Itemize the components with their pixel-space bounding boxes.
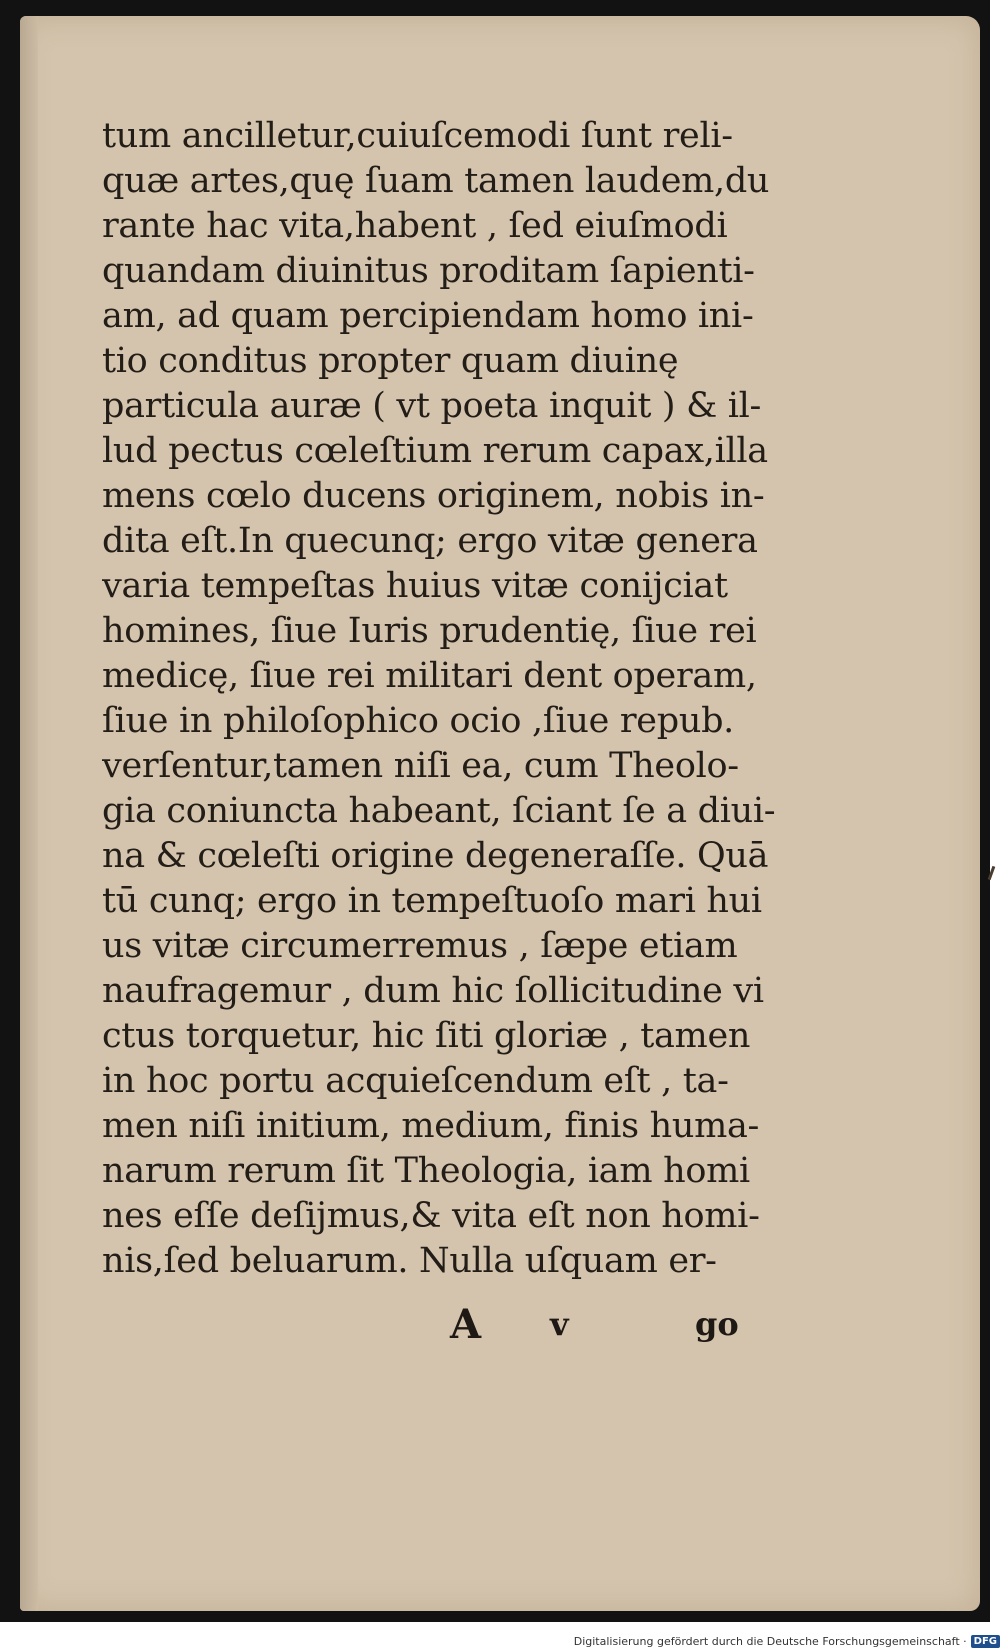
funding-credit-text: Digitalisierung gefördert durch die Deutsche Forschungsgemeinschaft · — [573, 1634, 967, 1648]
text-line: narum rerum ſit Theologia, iam homi — [102, 1151, 750, 1191]
text-line: mens cœlo ducens originem, nobis in- — [102, 476, 765, 516]
text-line: medicę, ſiue rei militari dent operam, — [102, 656, 757, 696]
text-line: tum ancilletur,cuiuſcemodi ſunt reli- — [102, 116, 733, 156]
text-line: naufragemur , dum hic ſollicitudine vi — [102, 971, 764, 1011]
text-line: gia coniuncta habeant, ſciant ſe a diui- — [102, 791, 776, 831]
text-line: nis,ſed beluarum. Nulla uſquam er- — [102, 1241, 717, 1281]
catchword: go — [695, 1305, 739, 1343]
text-line: nes eſſe deſijmus,& vita eſt non homi- — [102, 1196, 760, 1236]
text-line: rante hac vita,habent , ſed eiuſmodi — [102, 206, 728, 246]
text-line: tio conditus propter quam diuinę — [102, 341, 679, 381]
text-line: varia tempeſtas huius vitæ conijciat — [102, 566, 728, 606]
signature-mark: A — [450, 1301, 482, 1348]
text-line: homines, ſiue Iuris prudentię, ſiue rei — [102, 611, 757, 651]
text-body — [102, 114, 782, 1284]
signature-number: v — [550, 1305, 569, 1343]
text-line: ſiue in philoſophico ocio ,ſiue repub. — [102, 701, 734, 741]
text-line: men niſi initium, medium, finis huma- — [102, 1106, 760, 1146]
book-page — [20, 16, 980, 1611]
text-line: na & cœleſti origine degeneraſſe. Quā — [102, 836, 769, 876]
text-line: verſentur,tamen niſi ea, cum Theolo- — [102, 746, 739, 786]
text-line: lud pectus cœleſtium rerum capax,illa — [102, 431, 768, 471]
text-line: ctus torquetur, hic ſiti gloriæ , tamen — [102, 1016, 751, 1056]
text-line: us vitæ circumerremus , ſæpe etiam — [102, 926, 738, 966]
text-line: quandam diuinitus proditam ſapienti- — [102, 251, 755, 291]
text-line: quæ artes,quę ſuam tamen laudem,du — [102, 161, 770, 201]
page-gutter — [20, 16, 38, 1611]
text-line: am, ad quam percipiendam homo ini- — [102, 296, 754, 336]
footer-credit — [573, 1632, 1000, 1650]
text-line: dita eſt.In quecunq; ergo vitæ genera — [102, 521, 758, 561]
text-line: particula auræ ( vt poeta inquit ) & il- — [102, 386, 762, 426]
text-line: in hoc portu acquieſcendum eſt , ta- — [102, 1061, 729, 1101]
dfg-logo-icon: DFG — [971, 1635, 1000, 1648]
text-line: tū cunq; ergo in tempeſtuoſo mari hui — [102, 881, 762, 921]
